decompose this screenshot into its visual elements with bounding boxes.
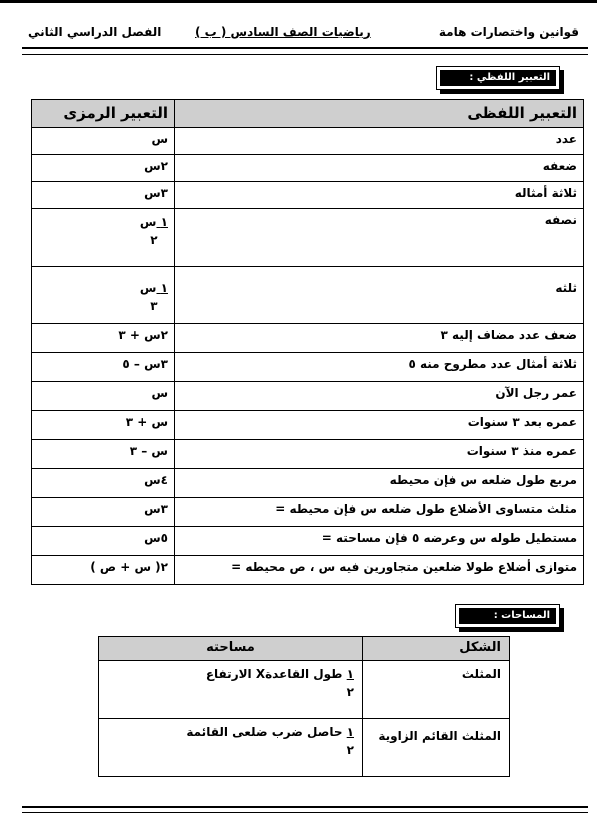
table-row	[32, 128, 584, 155]
verbal-cell: عمره بعد ٣ سنوات	[175, 411, 584, 440]
symbolic-cell	[32, 209, 175, 267]
symbolic-cell: س	[32, 382, 175, 411]
footer-divider	[22, 806, 588, 808]
symbolic-cell: س + ٣	[32, 411, 175, 440]
shape-column-header: الشكل	[363, 637, 510, 661]
formula-text: حاصل ضرب ضلعى القائمة	[186, 725, 343, 739]
table-row	[32, 527, 584, 556]
shape-cell: المثلث القائم الزاوية	[363, 719, 510, 777]
fraction	[140, 213, 168, 249]
symbolic-column-header: التعبير الرمزى	[32, 100, 175, 128]
table-row	[32, 209, 584, 267]
symbolic-cell: س	[32, 128, 175, 155]
fraction-numerator: ١	[346, 725, 354, 739]
numerator-digit: ١	[160, 281, 168, 295]
areas-table	[98, 636, 510, 777]
header-term: الفصل الدراسي الثاني	[28, 25, 162, 39]
symbolic-cell: ٣س	[32, 182, 175, 209]
table-row	[32, 440, 584, 469]
fraction-numerator	[140, 213, 168, 231]
verbal-cell: مثلث متساوى الأضلاع طول ضلعه س فإن محيطه =	[175, 498, 584, 527]
fraction-denominator: ٢	[346, 743, 354, 757]
shape-cell: المثلث	[363, 661, 510, 719]
verbal-cell: عدد	[175, 128, 584, 155]
verbal-expression-table	[31, 99, 584, 585]
area-column-header: مساحته	[99, 637, 363, 661]
verbal-cell: مستطيل طوله س وعرضه ٥ فإن مساحته =	[175, 527, 584, 556]
symbolic-cell: ٢س + ٣	[32, 324, 175, 353]
header-divider-thin	[22, 54, 588, 55]
table-row	[32, 155, 584, 182]
header-divider	[22, 47, 588, 49]
table-row	[32, 556, 584, 585]
verbal-cell: ضعف عدد مضاف إليه ٣	[175, 324, 584, 353]
symbolic-cell: ٤س	[32, 469, 175, 498]
header-title: قوانين واختصارات هامة	[438, 25, 579, 39]
section-heading-verbal-label: التعبير اللفظي :	[440, 70, 556, 86]
fraction-variable: س	[139, 281, 157, 295]
fraction-denominator: ٢	[346, 685, 354, 699]
table-row	[32, 469, 584, 498]
fraction-denominator: ٣	[150, 299, 158, 313]
table-row	[32, 324, 584, 353]
table-header-row	[32, 100, 584, 128]
symbolic-cell: ٢( س + ص )	[32, 556, 175, 585]
fraction-numerator: ١	[346, 667, 354, 681]
table-row	[32, 411, 584, 440]
section-heading-areas	[455, 604, 560, 628]
symbolic-cell	[32, 267, 175, 324]
symbolic-cell: ٢س	[32, 155, 175, 182]
symbolic-cell: س – ٣	[32, 440, 175, 469]
verbal-cell: متوازى أضلاع طولا ضلعين متجاورين فيه س ، ص محيطه =	[175, 556, 584, 585]
numerator-digit: ١	[160, 215, 168, 229]
fraction-variable: س	[139, 215, 157, 229]
symbolic-cell: ٣س	[32, 498, 175, 527]
area-formula-cell	[99, 661, 363, 719]
verbal-cell: ثلثه	[175, 267, 584, 324]
verbal-cell: ضعفه	[175, 155, 584, 182]
page-header	[0, 3, 597, 43]
table-row	[32, 353, 584, 382]
table-header-row	[99, 637, 510, 661]
verbal-cell: ثلاثة أمثاله	[175, 182, 584, 209]
table-row	[32, 182, 584, 209]
verbal-column-header: التعبير اللفظى	[175, 100, 584, 128]
symbolic-cell: ٣س – ٥	[32, 353, 175, 382]
fraction-numerator	[140, 279, 168, 297]
formula-text: طول القاعدةX الارتفاع	[205, 667, 343, 681]
table-row	[32, 267, 584, 324]
table-row	[99, 661, 510, 719]
table-row	[99, 719, 510, 777]
verbal-cell: مربع طول ضلعه س فإن محيطه	[175, 469, 584, 498]
fraction-denominator: ٢	[150, 233, 158, 247]
verbal-cell: ثلاثة أمثال عدد مطروح منه ٥	[175, 353, 584, 382]
symbolic-cell: ٥س	[32, 527, 175, 556]
verbal-cell: عمر رجل الآن	[175, 382, 584, 411]
table-row	[32, 382, 584, 411]
fraction	[140, 279, 168, 315]
area-formula-cell	[99, 719, 363, 777]
header-subject: رياضيات الصف السادس ( ب )	[195, 25, 371, 39]
verbal-cell: نصفه	[175, 209, 584, 267]
section-heading-verbal	[436, 66, 560, 90]
footer-divider-thin	[22, 812, 588, 813]
verbal-cell: عمره منذ ٣ سنوات	[175, 440, 584, 469]
section-heading-areas-label: المساحات :	[459, 608, 556, 624]
table-row	[32, 498, 584, 527]
